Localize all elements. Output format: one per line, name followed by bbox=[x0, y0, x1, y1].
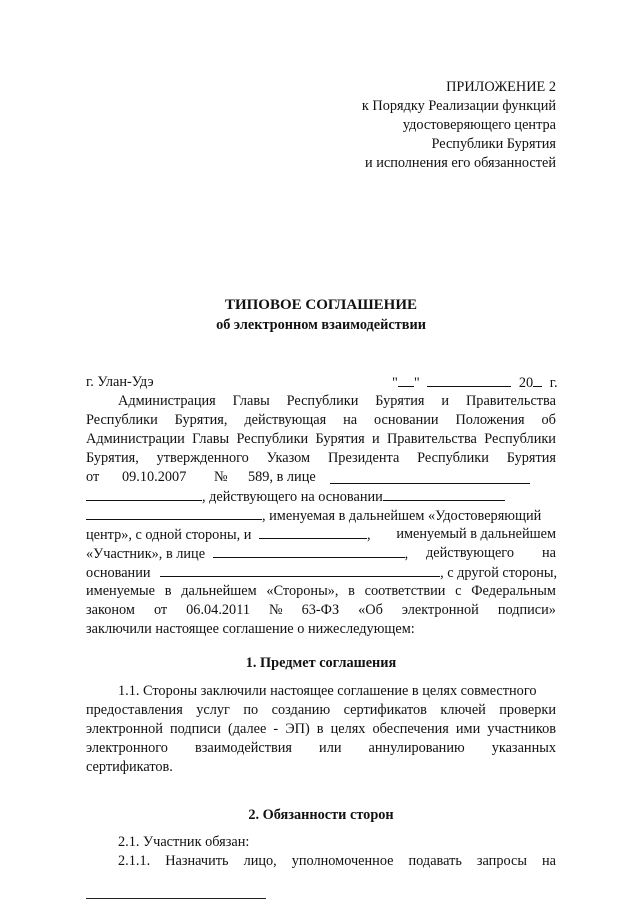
basis-blank[interactable] bbox=[383, 487, 505, 501]
preamble-line-3: Администрации Главы Республики Бурятия и Правительства Республики bbox=[86, 431, 556, 447]
section-2-line-2: 2.1.1. Назначить лицо, уполномоченное подавать запросы на bbox=[118, 853, 556, 869]
section-2-line-1: 2.1. Участник обязан: bbox=[118, 834, 250, 850]
preamble-line-10: основании , с другой стороны, bbox=[86, 565, 558, 581]
participant-basis-blank[interactable] bbox=[160, 563, 440, 577]
preamble-line-12: законом от 06.04.2011 № 63-ФЗ «Об электронной подписи» bbox=[86, 602, 556, 618]
appendix-line-5: и исполнения его обязанностей bbox=[364, 155, 556, 171]
section-1-line-3: электронной подписи (далее - ЭП) в целях обеспечения ими участников bbox=[86, 721, 556, 737]
preamble-line-1: Администрация Главы Республики Бурятия и Правительства bbox=[118, 393, 556, 409]
position-blank[interactable] bbox=[86, 487, 202, 501]
city: г. Улан-Удэ bbox=[86, 374, 154, 390]
section-1-line-4: электронного взаимодействия или аннулированию указанных bbox=[86, 740, 556, 756]
preamble-line-4: Бурятия, утвержденного Указом Президента Республики Бурятия bbox=[86, 450, 556, 466]
section-2-heading: 2. Обязанности сторон bbox=[248, 807, 394, 823]
preamble-line-8: центр», с одной стороны, и , именуемый в дальнейшем bbox=[86, 526, 556, 543]
place-date-line bbox=[86, 373, 556, 392]
section-1-line-5: сертификатов. bbox=[86, 759, 173, 775]
preamble-line-6: , действующего на основании bbox=[86, 487, 556, 507]
section-1-line-2: предоставления услуг по созданию сертификатов ключей проверки bbox=[86, 702, 556, 718]
appendix-line-4: Республики Бурятия bbox=[431, 136, 556, 152]
preamble-line-9: «Участник», в лице , действующего на bbox=[86, 545, 556, 562]
appendix-line-3: удостоверяющего центра bbox=[402, 117, 556, 133]
date-field: " " 20 г. bbox=[392, 375, 558, 391]
preamble-line-11: именуемые в дальнейшем «Стороны», в соответствии с Федеральным bbox=[86, 583, 556, 599]
document-subtitle: об электронном взаимодействии bbox=[216, 317, 426, 333]
document-title: ТИПОВОЕ СОГЛАШЕНИЕ bbox=[224, 297, 418, 313]
appendix-line-1: ПРИЛОЖЕНИЕ 2 bbox=[446, 79, 556, 95]
representative-blank[interactable] bbox=[330, 470, 530, 484]
participant-rep-blank[interactable] bbox=[213, 544, 405, 558]
preamble-line-13: заключили настоящее соглашение о нижеследующем: bbox=[86, 621, 415, 637]
appendix-line-2: к Порядку Реализации функций bbox=[361, 98, 556, 114]
footnote-divider bbox=[86, 898, 266, 899]
uc-name-blank[interactable] bbox=[86, 506, 262, 520]
preamble-line-5: от 09.10.2007 № 589, в лице bbox=[86, 468, 556, 487]
preamble-line-7: , именуемая в дальнейшем «Удостоверяющий bbox=[86, 506, 556, 526]
section-1-heading: 1. Предмет соглашения bbox=[245, 655, 397, 671]
preamble-line-2: Республики Бурятия, действующая на основании Положения об bbox=[86, 412, 556, 428]
participant-name-blank[interactable] bbox=[259, 525, 367, 539]
section-1-line-1: 1.1. Стороны заключили настоящее соглашение в целях совместного bbox=[118, 683, 537, 699]
